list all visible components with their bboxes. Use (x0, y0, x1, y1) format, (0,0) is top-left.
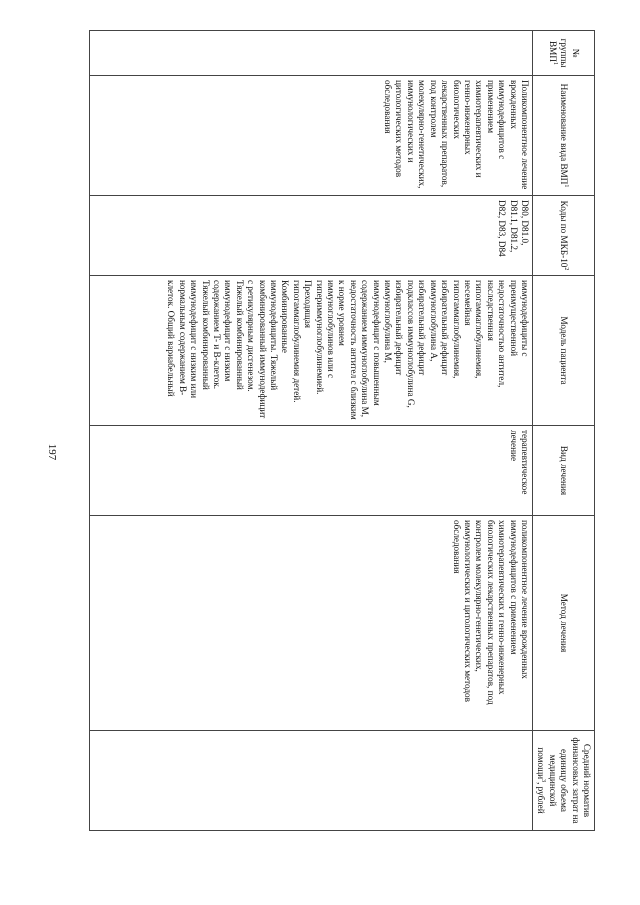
header-treatment-type: Вид лечения (532, 426, 594, 516)
table-row (89, 31, 532, 831)
rotated-table-container (90, 30, 595, 830)
header-treatment-method: Метод лечения (532, 516, 594, 731)
cell-group-no (89, 31, 532, 76)
header-vmp-name: Наименование вида ВМП$^1$ (532, 76, 594, 196)
cell-patient-model: иммунодефициты с преимущественной недостаточностью антител, наследственная гипогаммаглобулинемия, несемейная гипогаммаглобулинемия, избирательный дефицит иммуноглобулина A, избирательный дефицит подклассов иммуноглобулина G, избирательный дефицит иммуноглобулина M, иммунодефицит с повышенным содержанием иммуноглобулина M, недостаточность антител с близким к норме уровнем иммуноглобулинов или с гипериммуноглобулинемией. Преходящая гипогаммаглобулинемия детей. Комбинированные иммунодефициты. Тяжелый комбинированный иммунодефицит с ретикулярным дисгенезом. Тяжелый комбинированный иммунодефицит с низким содержанием T- и B-клеток. Тяжелый комбинированный иммунодефицит с низким или нормальным содержанием B-клеток. Общий вариабельный (89, 276, 532, 426)
header-group-no: № группы ВМП$^1$ (532, 31, 594, 76)
cell-icd-codes: D80, D81.0, D81.1, D81.2, D82, D83, D84 (89, 196, 532, 276)
vmp-table (89, 30, 595, 831)
header-cost-standard: Средний норматив финансовых затрат на единицу объема медицинской помощи$^3$, рублей (532, 731, 594, 831)
cell-treatment-method: поликомпонентное лечение врожденных иммунодефицитов с применением химиотерапевтических и генно-инженерных биологических лекарственных препаратов, под контролем молекулярно-генетических, иммунологических и цитологических методов обследования (89, 516, 532, 731)
page-number: 197 (46, 443, 58, 461)
cell-cost-standard (89, 731, 532, 831)
header-patient-model: Модель пациента (532, 276, 594, 426)
cell-vmp-name: Поликомпонентное лечение врожденных иммунодефицитов с применением химиотерапевтических и генно-инженерных биологических лекарственных препаратов, под контролем молекулярно-генетических, иммунологических и цитологических методов обследования (89, 76, 532, 196)
header-icd-codes: Коды по МКБ-$10^2$ (532, 196, 594, 276)
table-header-row (532, 31, 594, 831)
cell-treatment-type: терапевтическое лечение (89, 426, 532, 516)
